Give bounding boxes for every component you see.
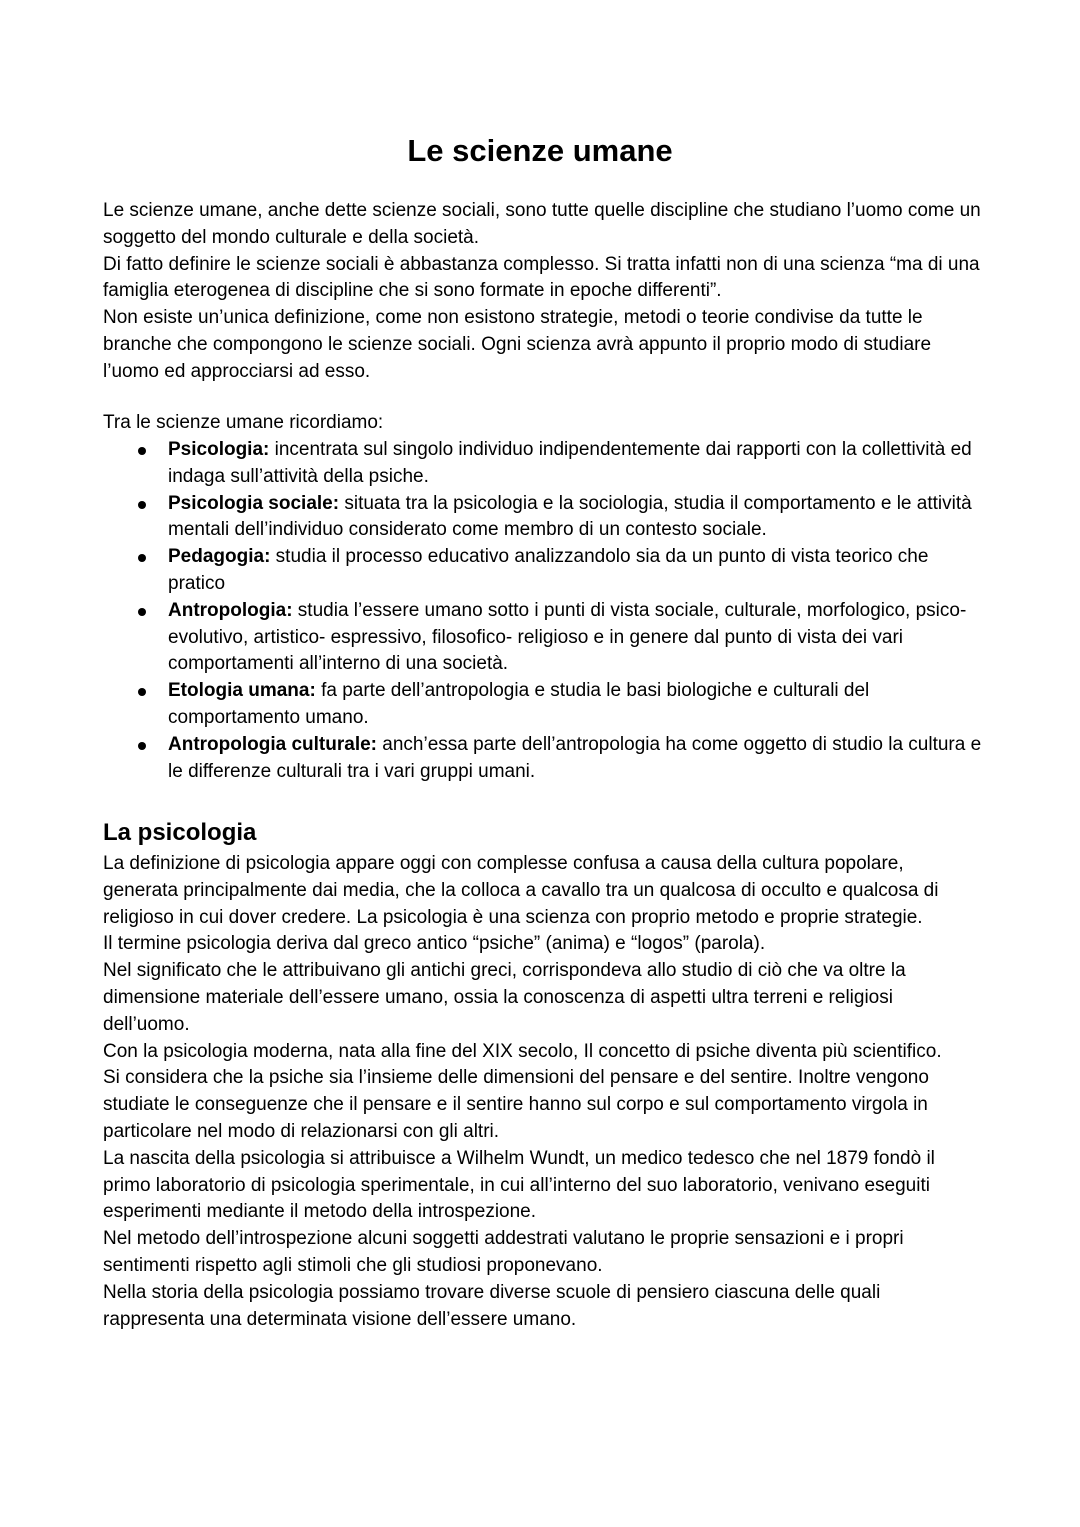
discipline-term: Psicologia sociale: (168, 492, 340, 514)
discipline-term: Pedagogia: (168, 546, 271, 568)
section-paragraph: Nel significato che le attribuivano gli antichi greci, corrispondeva allo studio di ciò che va oltre la dimensione materiale dell’essere umano, ossia la conoscenza di aspetti ultra terreni e religiosi dell’uomo. (103, 960, 906, 1035)
section-paragraph: Con la psicologia moderna, nata alla fine del XIX secolo, Il concetto di psiche diventa più scientifico. (103, 1040, 942, 1062)
bullet-icon (138, 742, 146, 750)
list-item (103, 678, 983, 732)
discipline-description: fa parte dell’antropologia e studia le basi biologiche e culturali del comportamento umano. (168, 680, 870, 728)
discipline-term: Antropologia culturale: (168, 733, 377, 755)
section-heading: La psicologia (103, 819, 257, 846)
list-intro (103, 410, 983, 437)
intro-section (103, 198, 983, 386)
bullet-icon (138, 688, 146, 696)
discipline-term: Etologia umana: (168, 680, 316, 702)
section-paragraph: La nascita della psicologia si attribuisce a Wilhelm Wundt, un medico tedesco che nel 1879 fondò il primo laboratorio di psicologia sperimentale, in cui all’interno del suo laboratorio, venivano eseguiti esperimenti mediante il metodo della introspezione. (103, 1147, 935, 1223)
discipline-description: studia l’essere umano sotto i punti di vista sociale, culturale, morfologico, psico- evolutivo, artistico- espressivo, filosofico- religioso e in genere dal punto di vista dei vari comportamenti all’interno di una società. (168, 599, 967, 675)
disciplines-list (103, 437, 983, 785)
list-item (103, 598, 983, 678)
discipline-term: Psicologia: (168, 439, 270, 460)
bullet-icon (138, 501, 146, 509)
discipline-term: Antropologia: (168, 599, 293, 621)
bullet-icon (138, 447, 146, 455)
section-paragraph: Si considera che la psiche sia l’insieme delle dimensioni del pensare e del sentire. Inoltre vengono studiate le conseguenze che il pensare e il sentire hanno sul corpo e sul comportamento virgola in particolare nel modo di relazionarsi con gli altri. (103, 1067, 929, 1142)
list-item (103, 544, 983, 598)
section-paragraph: La definizione di psicologia appare oggi con complesse confusa a causa della cultura popolare, generata principalmente dai media, che la colloca a cavallo tra un qualcosa di occulto e qualcosa di religioso in cui dover credere. La psicologia è una scienza con proprio metodo e proprie strategie. (103, 853, 939, 928)
section-paragraph: Il termine psicologia deriva dal greco antico “psiche” (anima) e “logos” (parola). (103, 933, 766, 955)
list-item (103, 491, 983, 545)
discipline-description: studia il processo educativo analizzandolo sia da un punto di vista teorico che pratico (168, 546, 929, 594)
discipline-description: anch’essa parte dell’antropologia ha come oggetto di studio la cultura e le differenze culturali tra i vari gruppi umani. (168, 733, 982, 782)
list-item (103, 437, 983, 491)
bullet-icon (138, 554, 146, 562)
list-intro-text: Tra le scienze umane ricordiamo: (103, 412, 384, 433)
discipline-description: incentrata sul singolo individuo indipendentemente dai rapporti con la collettività ed indaga sull’attività della psiche. (168, 439, 972, 487)
bullet-icon (138, 608, 146, 616)
section-body (103, 851, 983, 1333)
section-paragraph: Nel metodo dell’introspezione alcuni soggetti addestrati valutano le proprie sensazioni e i propri sentimenti rispetto agli stimoli che gli studiosi proponevano. (103, 1228, 904, 1276)
list-item (103, 732, 983, 786)
page-title: Le scienze umane (407, 133, 673, 168)
discipline-description: situata tra la psicologia e la sociologia, studia il comportamento e le attività mentali dell’individuo considerato come membro di un contesto sociale. (168, 492, 972, 541)
intro-paragraph: Non esiste un’unica definizione, come non esistono strategie, metodi o teorie condivise da tutte le branche che compongono le scienze sociali. Ogni scienza avrà appunto il proprio modo di studiare l’uomo ed approcciarsi ad esso. (103, 307, 932, 382)
section-paragraph: Nella storia della psicologia possiamo trovare diverse scuole di pensiero ciascuna delle quali rappresenta una determinata visione dell’essere umano. (103, 1281, 881, 1330)
intro-paragraph: Di fatto definire le scienze sociali è abbastanza complesso. Si tratta infatti non di una scienza “ma di una famiglia eterogenea di discipline che si sono formate in epoche differenti”. (103, 253, 980, 302)
intro-paragraph: Le scienze umane, anche dette scienze sociali, sono tutte quelle discipline che studiano l’uomo come un soggetto del mondo culturale e della società. (103, 200, 981, 248)
